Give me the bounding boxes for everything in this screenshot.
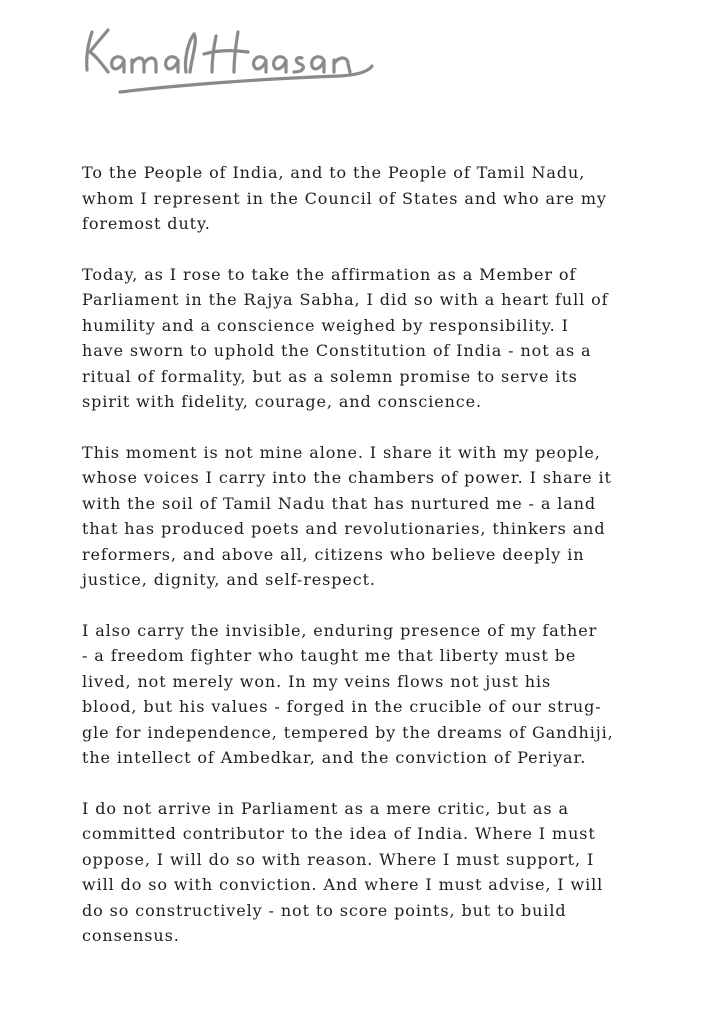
paragraph-line: whose voices I carry into the chambers of power. I share it: [82, 468, 612, 487]
paragraph-line: consensus.: [82, 926, 180, 945]
paragraph-line: have sworn to uphold the Constitution of India - not as a: [82, 341, 592, 360]
paragraph-4: [82, 618, 662, 771]
paragraph-2: [82, 262, 662, 415]
signature-letterhead: [78, 22, 378, 102]
signature-image: [78, 22, 378, 102]
paragraph-line: justice, dignity, and self-respect.: [82, 570, 376, 589]
paragraph-line: This moment is not mine alone. I share it with my people,: [82, 442, 601, 462]
paragraph-line: - a freedom fighter who taught me that liberty must be: [82, 646, 577, 665]
paragraph-line: committed contributor to the idea of India. Where I must: [82, 824, 596, 843]
paragraph-line: I also carry the invisible, enduring presence of my father: [82, 620, 598, 640]
paragraph-line: with the soil of Tamil Nadu that has nurtured me - a land: [82, 493, 597, 513]
paragraph-3: [82, 440, 662, 593]
paragraph-line: that has produced poets and revolutionaries, thinkers and: [82, 519, 606, 538]
paragraph-line: will do so with conviction. And where I must advise, I will: [82, 875, 604, 894]
paragraph-line: humility and a conscience weighed by responsibility. I: [82, 315, 569, 335]
paragraph-line: I do not arrive in Parliament as a mere critic, but as a: [82, 798, 569, 818]
letter-body: [82, 160, 662, 974]
paragraph-line: foremost duty.: [82, 214, 211, 233]
paragraph-line: the intellect of Ambedkar, and the conviction of Periyar.: [82, 748, 587, 767]
paragraph-line: oppose, I will do so with reason. Where I must support, I: [82, 849, 595, 869]
paragraph-line: Parliament in the Rajya Sabha, I did so with a heart full of: [82, 290, 609, 309]
paragraph-line: do so constructively - not to score points, but to build: [82, 900, 567, 920]
paragraph-line: Today, as I rose to take the affirmation as a Member of: [82, 264, 577, 284]
paragraph-line: blood, but his values - forged in the crucible of our strug-: [82, 697, 602, 716]
paragraph-line: lived, not merely won. In my veins flows not just his: [82, 671, 552, 691]
paragraph-line: spirit with fidelity, courage, and conscience.: [82, 392, 483, 411]
paragraph-line: To the People of India, and to the People of Tamil Nadu,: [82, 163, 586, 182]
paragraph-5: [82, 796, 662, 949]
paragraph-1: [82, 160, 662, 237]
paragraph-line: ritual of formality, but as a solemn promise to serve its: [82, 366, 578, 386]
paragraph-line: reformers, and above all, citizens who believe deeply in: [82, 544, 585, 564]
paragraph-line: whom I represent in the Council of States and who are my: [82, 188, 607, 208]
paragraph-line: gle for independence, tempered by the dreams of Gandhiji,: [82, 722, 614, 742]
